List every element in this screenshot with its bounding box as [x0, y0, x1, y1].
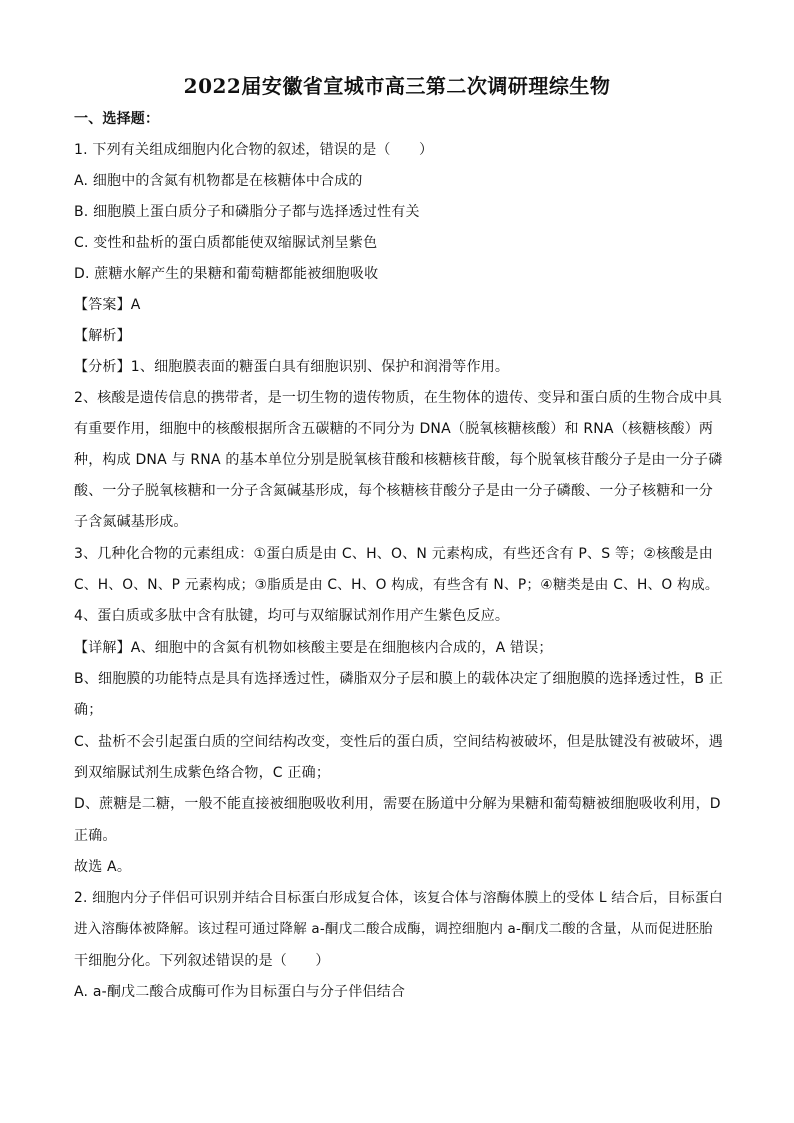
question-2-stem-line: 进入溶酶体被降解。该过程可通过降解 a-酮戊二酸合成酶，调控细胞内 a-酮戊二酸的含量，从而促进胚胎 [74, 921, 713, 937]
option-c: C. 变性和盐析的蛋白质都能使双缩脲试剂呈紫色 [74, 235, 378, 251]
option-d: D. 蔗糖水解产生的果糖和葡萄糖都能被细胞吸收 [74, 266, 379, 282]
detail-c-line: 到双缩脲试剂生成紫色络合物，C 正确； [74, 765, 331, 781]
section-heading: 一、选择题： [74, 111, 160, 127]
conclusion: 故选 A。 [74, 859, 132, 875]
question-2-option-a: A. a-酮戊二酸合成酶可作为目标蛋白与分子伴侣结合 [74, 984, 406, 1000]
analysis-point-2-line: 有重要作用，细胞中的核酸根据所含五碳糖的不同分为 DNA（脱氧核糖核酸）和 RNA（核糖核酸）两 [74, 421, 714, 437]
answer-label: 【答案】A [74, 297, 141, 313]
question-2-stem-line: 干细胞分化。下列叙述错误的是（ ） [74, 953, 330, 969]
detail-c-line: C、盐析不会引起蛋白质的空间结构改变，变性后的蛋白质，空间结构被破坏，但是肽键没有被破坏，遇 [74, 734, 723, 750]
detail-b-line: 确； [74, 702, 103, 718]
option-a: A. 细胞中的含氮有机物都是在核糖体中合成的 [74, 173, 363, 189]
option-b: B. 细胞膜上蛋白质分子和磷脂分子都与选择透过性有关 [74, 204, 420, 220]
analysis-point-4: 4、蛋白质或多肽中含有肽键，均可与双缩脲试剂作用产生紫色反应。 [74, 608, 510, 624]
detail-b-line: B、细胞膜的功能特点是具有选择透过性，磷脂双分子层和膜上的载体决定了细胞膜的选择透过性，B 正 [74, 671, 724, 687]
analysis-point-2-line: 种，构成 DNA 与 RNA 的基本单位分别是脱氧核苷酸和核糖核苷酸，每个脱氧核苷酸分子是由一分子磷 [74, 452, 723, 468]
detail-d-line: D、蔗糖是二糖，一般不能直接被细胞吸收利用，需要在肠道中分解为果糖和葡萄糖被细胞吸收利用，D [74, 796, 721, 812]
detail-d-line: 正确。 [74, 828, 117, 844]
analysis-label: 【解析】 [74, 328, 131, 344]
analysis-point-1: 【分析】1、细胞膜表面的糖蛋白具有细胞识别、保护和润滑等作用。 [74, 359, 510, 375]
document-title: 2022届安徽省宣城市高三第二次调研理综生物 [183, 74, 611, 98]
detail-a: 【详解】A、细胞中的含氮有机物如核酸主要是在细胞核内合成的，A 错误； [74, 640, 553, 656]
analysis-point-2-line: 2、核酸是遗传信息的携带者，是一切生物的遗传物质，在生物体的遗传、变异和蛋白质的生物合成中具 [74, 390, 723, 406]
question-2-stem-line: 2. 细胞内分子伴侣可识别并结合目标蛋白形成复合体，该复合体与溶酶体膜上的受体 L 结合后，目标蛋白 [74, 890, 723, 906]
question-1-stem: 1. 下列有关组成细胞内化合物的叙述，错误的是（ ） [74, 142, 434, 158]
analysis-point-3-line: 3、几种化合物的元素组成：①蛋白质是由 C、H、O、N 元素构成，有些还含有 P、S 等；②核酸是由 [74, 546, 713, 562]
analysis-point-3-line: C、H、O、N、P 元素构成；③脂质是由 C、H、O 构成，有些含有 N、P；④糖类是由 C、H、O 构成。 [74, 577, 719, 593]
analysis-point-2-line: 子含氮碱基形成。 [74, 514, 188, 530]
analysis-point-2-line: 酸、一分子脱氧核糖和一分子含氮碱基形成，每个核糖核苷酸分子是由一分子磷酸、一分子核糖和一分 [74, 483, 713, 499]
